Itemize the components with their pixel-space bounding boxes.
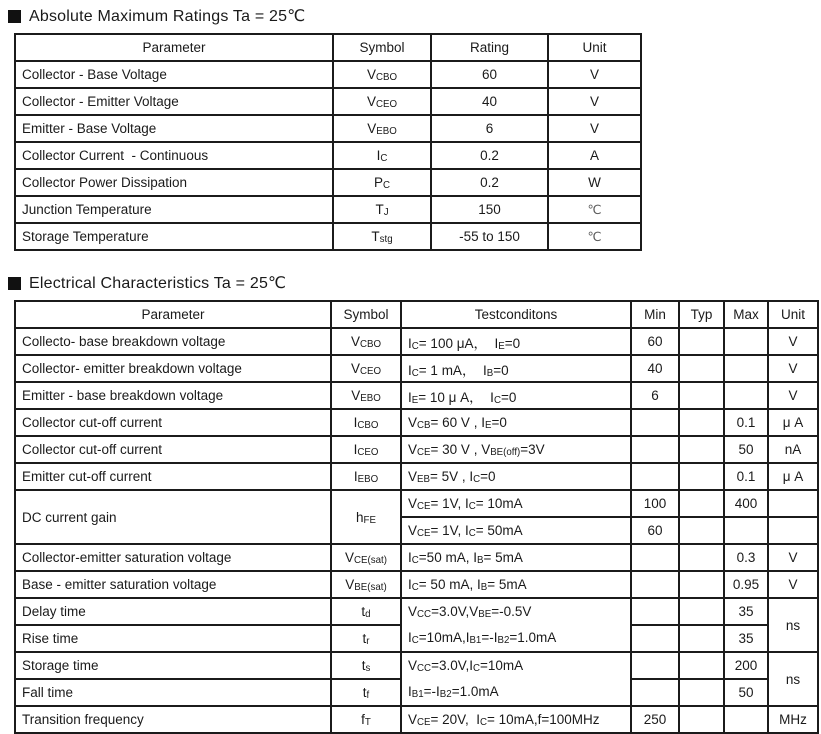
header-row: [15, 34, 641, 61]
unit-cell: V: [768, 571, 818, 598]
elec-char-title-text: Electrical Characteristics Ta = 25℃: [29, 275, 287, 292]
max-cell: 50: [724, 679, 768, 706]
typ-cell: [679, 409, 724, 436]
symbol-cell: $h_{FE}$: [331, 490, 401, 544]
testconditions-cell: $I_C= 1$ mA， $I_B=0$: [401, 355, 631, 382]
testconditions-cell: $V_{CB}= 60$ V , $I_E=0$: [401, 409, 631, 436]
min-cell: 250: [631, 706, 679, 733]
unit-cell: V: [548, 115, 641, 142]
symbol-cell: $I_C$: [333, 142, 431, 169]
typ-cell: [679, 490, 724, 517]
parameter-cell: Collector-emitter saturation voltage: [15, 544, 331, 571]
typ-cell: [679, 598, 724, 625]
max-cell: [724, 517, 768, 544]
table-row: [15, 61, 641, 88]
header-row: [15, 301, 818, 328]
electrical-characteristics-table: [14, 300, 819, 734]
symbol-cell: $V_{CBO}$: [331, 328, 401, 355]
unit-cell: V: [548, 61, 641, 88]
unit-cell: ns: [768, 598, 818, 652]
section-bullet-icon: [8, 10, 21, 23]
abs-max-section-title: [8, 6, 821, 26]
min-cell: 40: [631, 355, 679, 382]
parameter-cell: Collector Power Dissipation: [15, 169, 333, 196]
symbol-cell: $t_d$: [331, 598, 401, 625]
symbol-cell: $V_{BE(sat)}$: [331, 571, 401, 598]
elec-char-section-title: [8, 273, 821, 293]
max-cell: 35: [724, 598, 768, 625]
max-cell: 200: [724, 652, 768, 679]
col-header-parameter: Parameter: [15, 301, 331, 328]
table-row: [15, 382, 818, 409]
parameter-cell: Transition frequency: [15, 706, 331, 733]
rating-cell: 0.2: [431, 169, 548, 196]
typ-cell: [679, 544, 724, 571]
testconditions-cell: $V_{CE}= 30$ V , $V_{BE(off)}=3V$: [401, 436, 631, 463]
table-row: [15, 328, 818, 355]
max-cell: [724, 382, 768, 409]
testconditions-cell: $V_{CE}= 1V$, $I_C= 50mA$: [401, 517, 631, 544]
table-row: [15, 142, 641, 169]
parameter-cell: Junction Temperature: [15, 196, 333, 223]
symbol-cell: $V_{EBO}$: [331, 382, 401, 409]
min-cell: [631, 625, 679, 652]
table-row: [15, 544, 818, 571]
unit-cell: V: [768, 328, 818, 355]
symbol-cell: $V_{CBO}$: [333, 61, 431, 88]
unit-cell: W: [548, 169, 641, 196]
min-cell: [631, 409, 679, 436]
unit-cell: ns: [768, 652, 818, 706]
table-row: [15, 463, 818, 490]
table-row: [15, 355, 818, 382]
min-cell: [631, 463, 679, 490]
parameter-cell: Collector cut-off current: [15, 436, 331, 463]
symbol-cell: $V_{CE(sat)}$: [331, 544, 401, 571]
parameter-cell: Collector cut-off current: [15, 409, 331, 436]
testcondition-line: $V_{CC}=3.0V,V_{BE}=-0.5V$: [408, 604, 532, 620]
table-row: [15, 196, 641, 223]
typ-cell: [679, 571, 724, 598]
parameter-cell: Collector- emitter breakdown voltage: [15, 355, 331, 382]
col-header-unit: Unit: [768, 301, 818, 328]
table-row: [15, 598, 818, 625]
table-row: [15, 436, 818, 463]
unit-cell: MHz: [768, 706, 818, 733]
rating-cell: 60: [431, 61, 548, 88]
max-cell: 0.95: [724, 571, 768, 598]
symbol-cell: $f_T$: [331, 706, 401, 733]
parameter-cell: Rise time: [15, 625, 331, 652]
absolute-maximum-ratings-table: [14, 33, 642, 251]
col-header-testconditions: Testconditons: [401, 301, 631, 328]
symbol-cell: $I_{CBO}$: [331, 409, 401, 436]
col-header-unit: Unit: [548, 34, 641, 61]
min-cell: 100: [631, 490, 679, 517]
table-row: [15, 706, 818, 733]
symbol-cell: $V_{CEO}$: [331, 355, 401, 382]
unit-cell: V: [768, 544, 818, 571]
table-row: [15, 652, 818, 679]
symbol-cell: $P_C$: [333, 169, 431, 196]
unit-cell: V: [548, 88, 641, 115]
table-row: [15, 169, 641, 196]
testconditions-cell: $V_{CE}= 20V$, $I_C= 10mA,f=100MHz$: [401, 706, 631, 733]
max-cell: 35: [724, 625, 768, 652]
parameter-cell: DC current gain: [15, 490, 331, 544]
max-cell: 0.1: [724, 409, 768, 436]
testconditions-cell: [401, 598, 631, 652]
min-cell: [631, 436, 679, 463]
unit-cell: μ A: [768, 409, 818, 436]
unit-cell: [768, 517, 818, 544]
max-cell: [724, 706, 768, 733]
parameter-cell: Storage time: [15, 652, 331, 679]
parameter-cell: Base - emitter saturation voltage: [15, 571, 331, 598]
testconditions-cell: $I_C= 50$ mA, $I_B= 5mA$: [401, 571, 631, 598]
parameter-cell: Emitter - Base Voltage: [15, 115, 333, 142]
unit-cell: μ A: [768, 463, 818, 490]
parameter-cell: Collector Current - Continuous: [15, 142, 333, 169]
parameter-cell: Collecto- base breakdown voltage: [15, 328, 331, 355]
parameter-cell: Delay time: [15, 598, 331, 625]
unit-cell: [768, 490, 818, 517]
max-cell: 400: [724, 490, 768, 517]
parameter-cell: Storage Temperature: [15, 223, 333, 250]
col-header-typ: Typ: [679, 301, 724, 328]
symbol-cell: $T_{stg}$: [333, 223, 431, 250]
typ-cell: [679, 355, 724, 382]
testconditions-cell: $I_C=50$ mA, $I_B= 5mA$: [401, 544, 631, 571]
min-cell: 60: [631, 517, 679, 544]
col-header-max: Max: [724, 301, 768, 328]
max-cell: [724, 328, 768, 355]
min-cell: [631, 598, 679, 625]
rating-cell: 6: [431, 115, 548, 142]
rating-cell: 40: [431, 88, 548, 115]
testconditions-cell: $I_C= 100$ μA， $I_E=0$: [401, 328, 631, 355]
typ-cell: [679, 679, 724, 706]
symbol-cell: $I_{EBO}$: [331, 463, 401, 490]
testcondition-line: $V_{CC}=3.0V,I_C=10mA$: [408, 658, 524, 674]
table-row: [15, 88, 641, 115]
table-row: [15, 115, 641, 142]
table-row: [15, 409, 818, 436]
col-header-min: Min: [631, 301, 679, 328]
col-header-symbol: Symbol: [333, 34, 431, 61]
symbol-cell: $V_{EBO}$: [333, 115, 431, 142]
col-header-parameter: Parameter: [15, 34, 333, 61]
testconditions-cell: $V_{CE}= 1V$, $I_C= 10mA$: [401, 490, 631, 517]
min-cell: [631, 544, 679, 571]
parameter-cell: Collector - Base Voltage: [15, 61, 333, 88]
typ-cell: [679, 625, 724, 652]
abs-max-title-text: Absolute Maximum Ratings Ta = 25℃: [29, 8, 306, 25]
min-cell: [631, 652, 679, 679]
unit-cell: ℃: [548, 196, 641, 223]
testcondition-line: $I_{B1}=-I_{B2}=1.0mA$: [408, 684, 499, 700]
typ-cell: [679, 328, 724, 355]
parameter-cell: Emitter cut-off current: [15, 463, 331, 490]
min-cell: 60: [631, 328, 679, 355]
rating-cell: 0.2: [431, 142, 548, 169]
parameter-cell: Fall time: [15, 679, 331, 706]
col-header-symbol: Symbol: [331, 301, 401, 328]
col-header-rating: Rating: [431, 34, 548, 61]
testconditions-cell: [401, 652, 631, 706]
symbol-cell: $t_f$: [331, 679, 401, 706]
min-cell: [631, 679, 679, 706]
max-cell: [724, 355, 768, 382]
testcondition-line: $I_C=10mA,I_{B1}=-I_{B2}=1.0mA$: [408, 630, 557, 646]
typ-cell: [679, 706, 724, 733]
symbol-cell: $V_{CEO}$: [333, 88, 431, 115]
table-row: [15, 223, 641, 250]
table-row: [15, 571, 818, 598]
typ-cell: [679, 517, 724, 544]
symbol-cell: $I_{CEO}$: [331, 436, 401, 463]
section-bullet-icon: [8, 277, 21, 290]
typ-cell: [679, 463, 724, 490]
rating-cell: 150: [431, 196, 548, 223]
parameter-cell: Emitter - base breakdown voltage: [15, 382, 331, 409]
typ-cell: [679, 382, 724, 409]
max-cell: 0.1: [724, 463, 768, 490]
max-cell: 50: [724, 436, 768, 463]
table-row: [15, 490, 818, 517]
unit-cell: nA: [768, 436, 818, 463]
rating-cell: -55 to 150: [431, 223, 548, 250]
testconditions-cell: $V_{EB}= 5V$ , $I_C=0$: [401, 463, 631, 490]
min-cell: 6: [631, 382, 679, 409]
unit-cell: ℃: [548, 223, 641, 250]
typ-cell: [679, 652, 724, 679]
typ-cell: [679, 436, 724, 463]
symbol-cell: $T_J$: [333, 196, 431, 223]
unit-cell: V: [768, 382, 818, 409]
unit-cell: A: [548, 142, 641, 169]
max-cell: 0.3: [724, 544, 768, 571]
parameter-cell: Collector - Emitter Voltage: [15, 88, 333, 115]
testconditions-cell: $I_E= 10$ μ A， $I_C=0$: [401, 382, 631, 409]
unit-cell: V: [768, 355, 818, 382]
min-cell: [631, 571, 679, 598]
symbol-cell: $t_r$: [331, 625, 401, 652]
symbol-cell: $t_s$: [331, 652, 401, 679]
